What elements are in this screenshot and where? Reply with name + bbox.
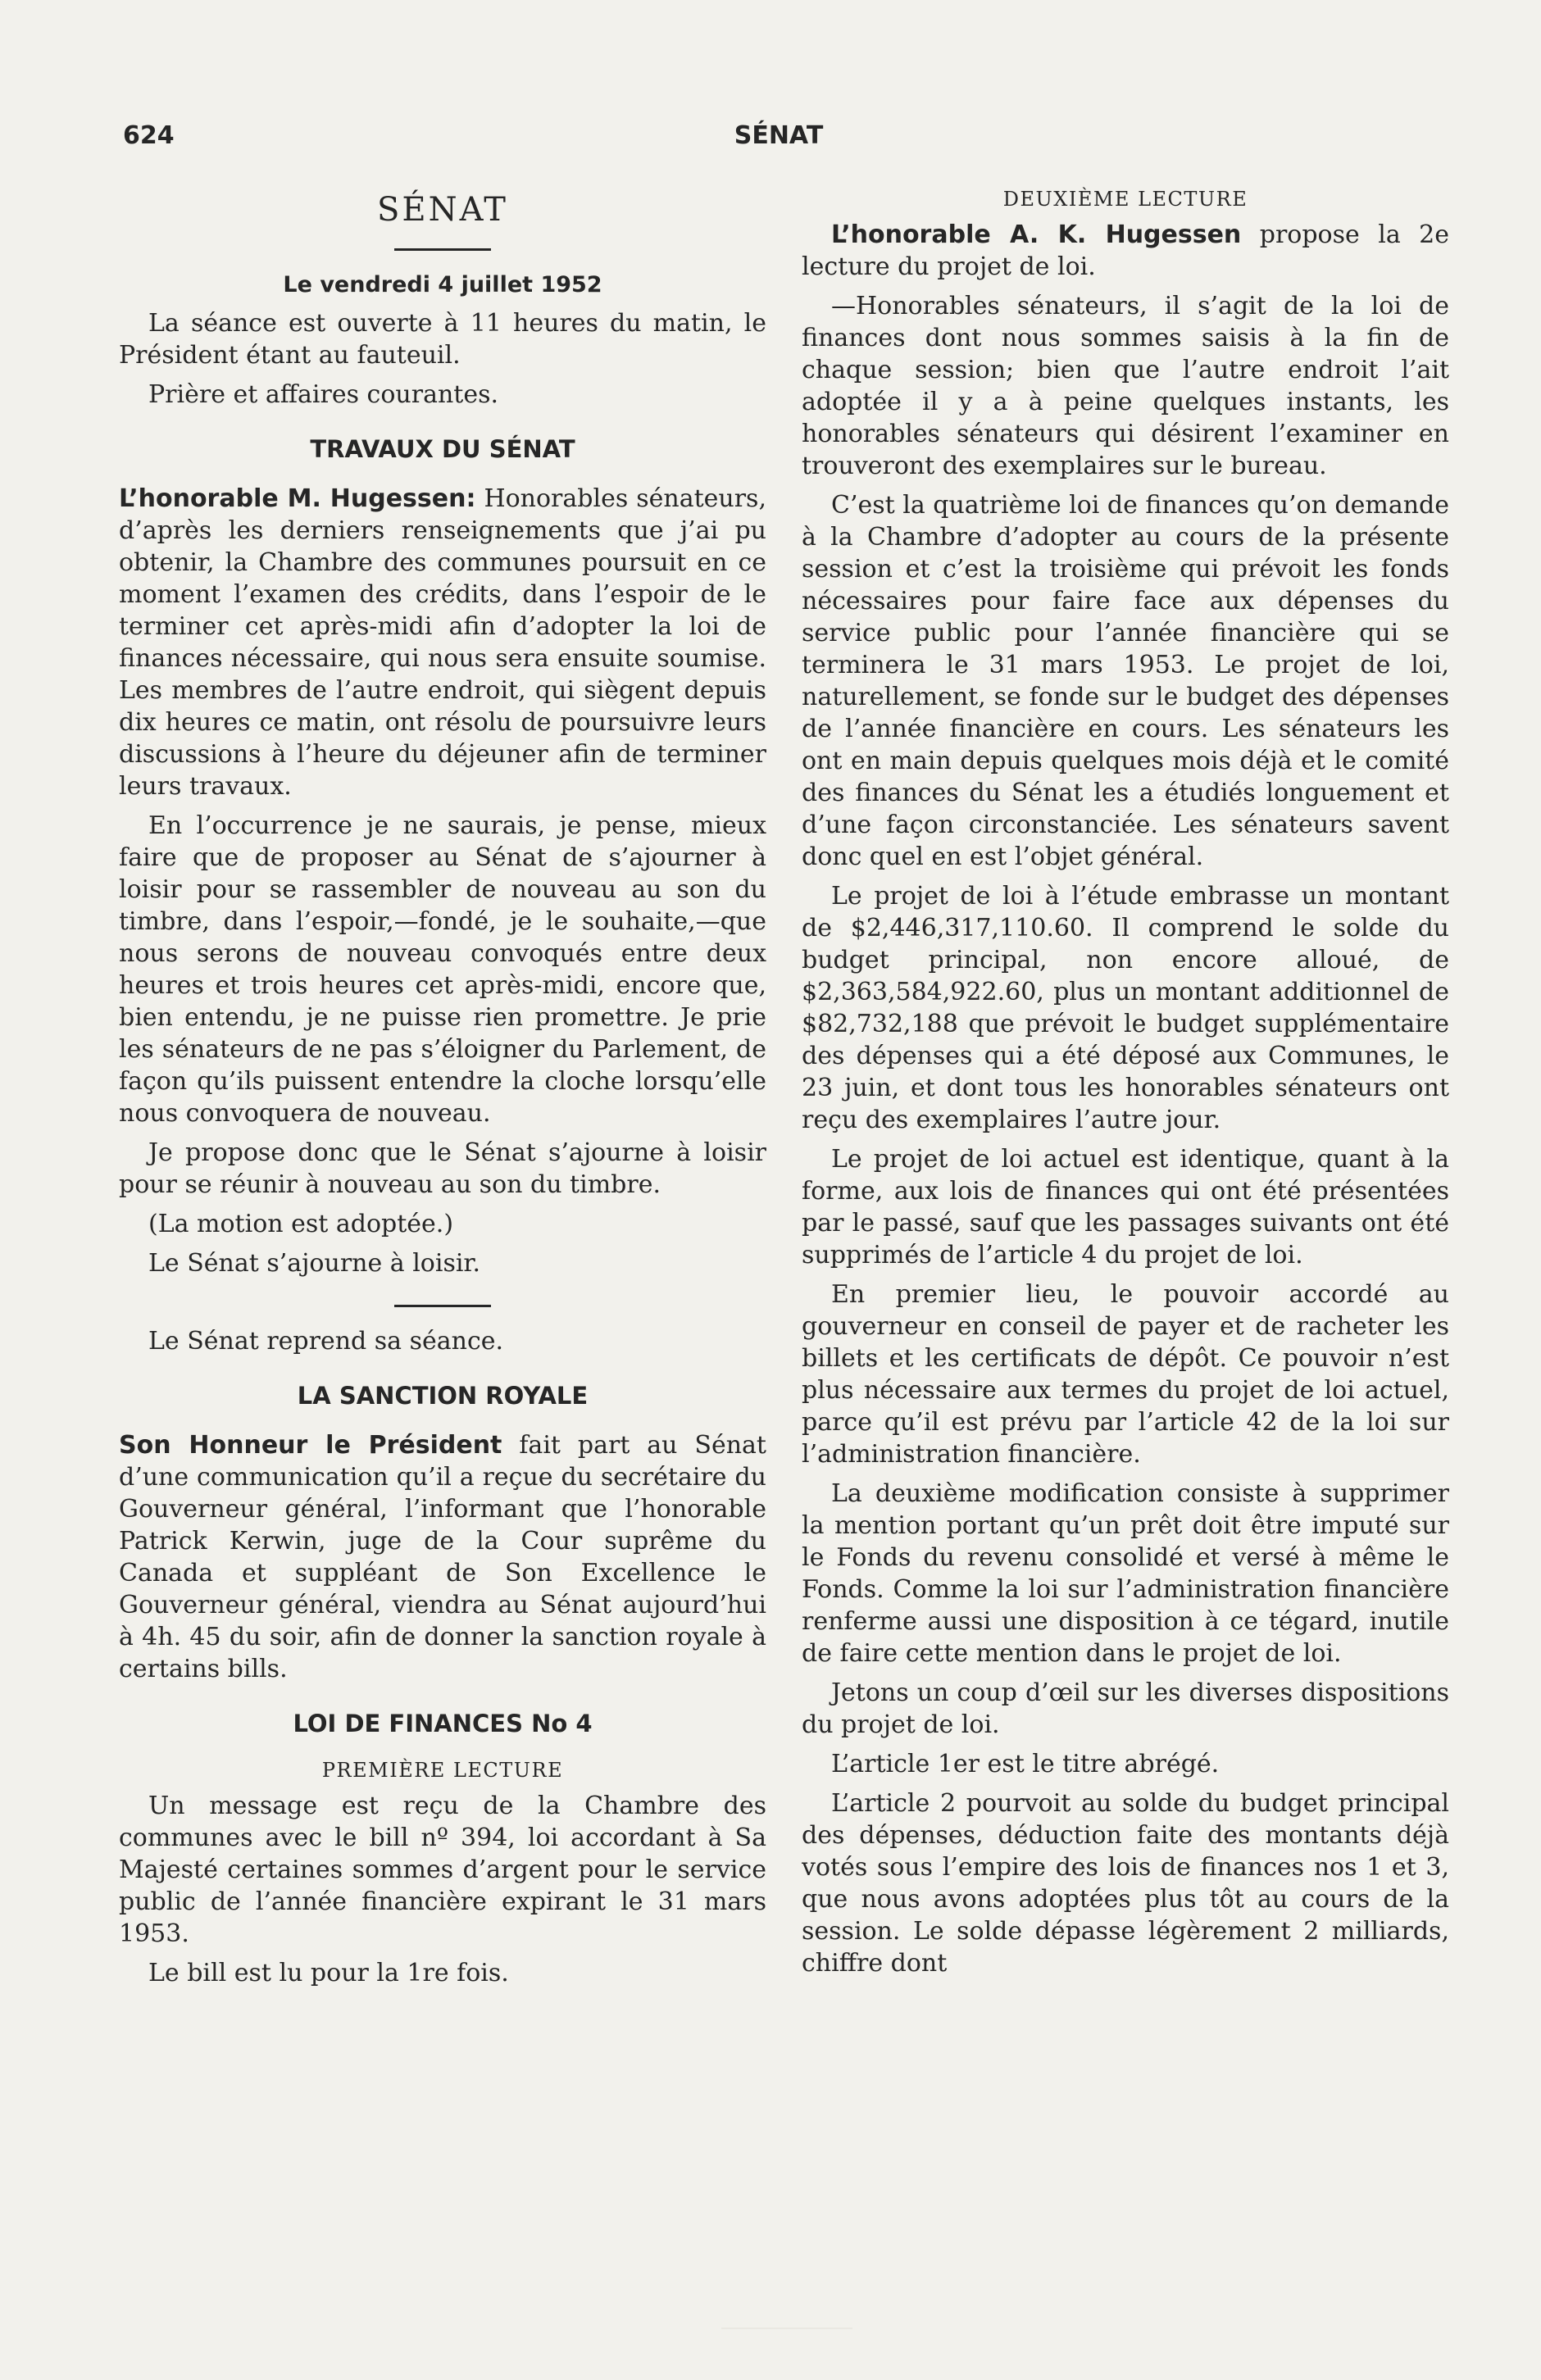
propose-paragraph bbox=[802, 219, 1449, 283]
right-paragraph-1: —Honorables sénateurs, il s’agit de la loi de finances dont nous sommes saisis à la fin de chaque session; bien que l’autre endroit l’ait adoptée il y a à peine quelques instants, les honorables sénateurs qui désirent l’examiner en trouveront des exemplaires sur le bureau. bbox=[802, 292, 1449, 480]
resume-paragraph: Le Sénat reprend sa séance. bbox=[148, 1327, 504, 1356]
sanction-text: fait part au Sénat d’une communication qu’il a reçue du secrétaire du Gouverneur général, l’informant que l’honorable Patrick Kerwin, juge de la Cour suprême du Canada et suppléant de Son Excellence le Gouverneur général, viendra au Sénat aujourd’hui à 4h. 45 du soir, afin de donner la sanction royale à certains bills. bbox=[119, 1431, 766, 1683]
section-title: SÉNAT bbox=[377, 191, 508, 229]
bleed-through-mark bbox=[721, 2328, 852, 2354]
motion-paragraph: (La motion est adoptée.) bbox=[148, 1210, 454, 1238]
prayers-paragraph: Prière et affaires courantes. bbox=[148, 380, 499, 409]
right-paragraph-4: Le projet de loi actuel est identique, quant à la forme, aux lois de finances qui ont été présentées par le passé, sauf que les passages suivants ont été supprimés de l’article 4 du projet de loi. bbox=[802, 1145, 1449, 1269]
right-paragraph-9: L’article 2 pourvoit au solde du budget principal des dépenses, déduction faite des montants déjà votés sous l’empire des lois de finances nos 1 et 3, que nous avons adoptées plus tôt au cours de la session. Le solde dépasse légèrement 2 milliards, chiffre dont bbox=[802, 1789, 1449, 1978]
running-header bbox=[123, 121, 1434, 154]
hugessen-speech-1 bbox=[119, 483, 766, 802]
speaker-ak-hugessen: L’honorable A. K. Hugessen bbox=[831, 220, 1242, 249]
adjourn-paragraph: Le Sénat s’ajourne à loisir. bbox=[148, 1249, 481, 1278]
heading-sanction: LA SANCTION ROYALE bbox=[297, 1382, 589, 1410]
right-paragraph-3: Le projet de loi à l’étude embrasse un montant de $2,446,317,110.60. Il comprend le solde du budget principal, non encore alloué, de $2,363,584,922.60, plus un montant additionnel de $82,732,188 que prévoit le budget supplémentaire des dépenses qui a été déposé aux Communes, le 23 juin, et dont tous les honorables sénateurs ont reçu des exemplaires l’autre jour. bbox=[802, 882, 1449, 1134]
speaker-hugessen: L’honorable M. Hugessen: bbox=[119, 484, 476, 513]
hugessen-speech-3: Je propose donc que le Sénat s’ajourne à loisir pour se réunir à nouveau au son du timbre. bbox=[119, 1138, 766, 1199]
right-paragraph-8: L’article 1er est le titre abrégé. bbox=[831, 1750, 1220, 1778]
title-rule bbox=[394, 248, 491, 251]
first-reading-paragraph: Le bill est lu pour la 1re fois. bbox=[148, 1959, 509, 1987]
heading-travaux: TRAVAUX DU SÉNAT bbox=[310, 435, 575, 463]
page-number: 624 bbox=[123, 121, 175, 150]
sanction-paragraph bbox=[119, 1429, 766, 1685]
propose-text: propose la 2e lecture du projet de loi. bbox=[802, 220, 1449, 281]
opening-paragraph: La séance est ouverte à 11 heures du matin, le Président étant au fauteuil. bbox=[119, 309, 766, 370]
speaker-president: Son Honneur le Président bbox=[119, 1431, 502, 1460]
subhead-deuxieme-lecture: DEUXIÈME LECTURE bbox=[1002, 188, 1248, 211]
heading-loi-finances: LOI DE FINANCES No 4 bbox=[293, 1710, 593, 1737]
subhead-premiere-lecture: PREMIÈRE LECTURE bbox=[321, 1759, 564, 1782]
right-paragraph-5: En premier lieu, le pouvoir accordé au gouverneur en conseil de payer et de racheter les billets et les certificats de dépôt. Ce pouvoir n’est plus nécessaire aux termes du projet de loi actuel, parce qu’il est prévu par l’article 42 de la loi sur l’administration financière. bbox=[802, 1280, 1449, 1469]
message-paragraph: Un message est reçu de la Chambre des communes avec le bill nº 394, loi accordant à Sa Majesté certaines sommes d’argent pour le service public de l’année financière expirant le 31 mars 1953. bbox=[119, 1792, 766, 1948]
right-column bbox=[802, 184, 1449, 2217]
running-title: SÉNAT bbox=[734, 121, 824, 150]
spacer bbox=[119, 1287, 766, 1305]
section-rule bbox=[394, 1305, 491, 1307]
right-paragraph-2: C’est la quatrième loi de finances qu’on demande à la Chambre d’adopter au cours de la présente session et c’est la troisième qui prévoit les fonds nécessaires pour faire face aux dépenses du service public pour l’année financière qui se terminera le 31 mars 1953. Le projet de loi, naturellement, se fonde sur le budget des dépenses de l’année financière en cours. Les sénateurs les ont en main depuis quelques mois déjà et le comité des finances du Sénat les a étudiés longuement et d’une façon circonstanciée. Les sénateurs savent donc quel en est l’objet général. bbox=[802, 491, 1449, 871]
date-line: Le vendredi 4 juillet 1952 bbox=[283, 272, 602, 298]
hugessen-text-1: Honorables sénateurs, d’après les derniers renseignements que j’ai pu obtenir, la Chambre des communes poursuit en ce moment l’examen des crédits, dans l’espoir de le terminer cet après-midi afin d’adopter la loi de finances nécessaire, qui nous sera ensuite soumise. Les membres de l’autre endroit, qui siègent depuis dix heures ce matin, ont résolu de poursuivre leurs discussions à l’heure du déjeuner afin de terminer leurs travaux. bbox=[119, 484, 766, 801]
right-paragraph-7: Jetons un coup d’œil sur les diverses dispositions du projet de loi. bbox=[802, 1678, 1449, 1739]
left-column bbox=[119, 184, 766, 2217]
right-paragraph-6: La deuxième modification consiste à supprimer la mention portant qu’un prêt doit être imputé sur le Fonds du revenu consolidé et versé à même le Fonds. Comme la loi sur l’administration financière renferme aussi une disposition à ce tégard, inutile de faire cette mention dans le projet de loi. bbox=[802, 1479, 1449, 1668]
hugessen-speech-2: En l’occurrence je ne saurais, je pense, mieux faire que de proposer au Sénat de s’ajourner à loisir pour se rassembler de nouveau au son du timbre, dans l’espoir,—fondé, je le souhaite,—que nous serons de nouveau convoqués entre deux heures et trois heures cet après-midi, encore que, bien entendu, je ne puisse rien promettre. Je prie les sénateurs de ne pas s’éloigner du Parlement, de façon qu’ils puissent entendre la cloche lorsqu’elle nous convoquera de nouveau. bbox=[119, 811, 766, 1128]
